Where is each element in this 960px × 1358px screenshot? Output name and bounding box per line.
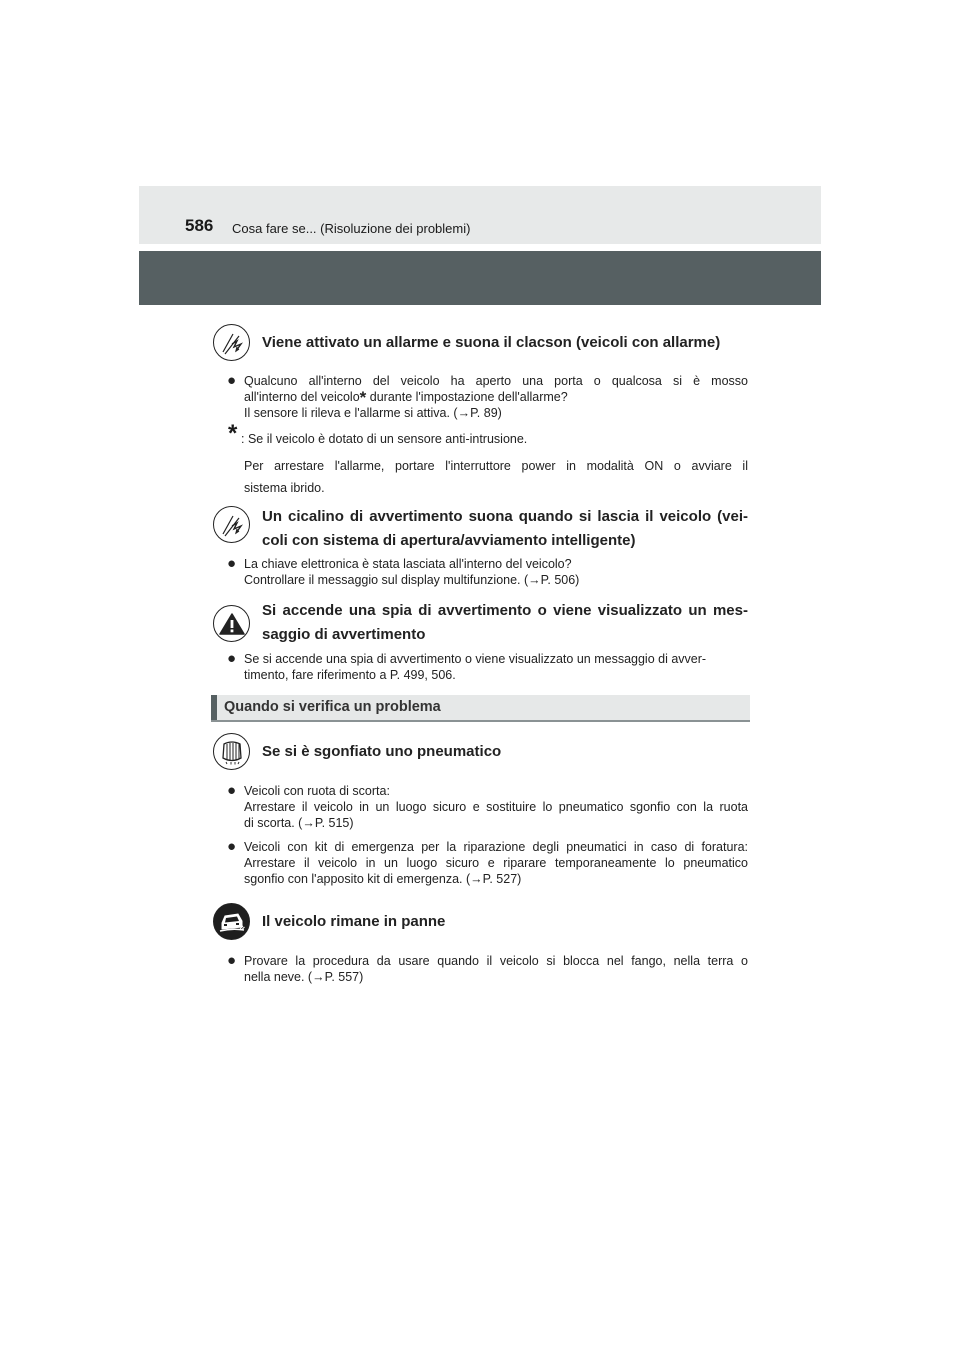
bullet-icon: ● xyxy=(227,952,237,969)
list-item: La chiave elettronica è stata lasciata all'interno del veicolo? Controllare il messaggio sul display multifunzione. (→P. 506) xyxy=(244,557,580,587)
lightning-icon xyxy=(213,506,250,543)
page-number: 586 xyxy=(185,216,214,235)
list-item: Se si accende una spia di avvertimento o viene visualizzato un messaggio di avver- timento, fare riferimento a P. 499, 506. xyxy=(244,652,707,682)
chapter-band xyxy=(139,251,821,305)
list-item: Veicoli con kit di emergenza per la riparazione degli pneumatici in caso di foratura: Arrestare il veicolo in un luogo sicuro e riparare temporaneamente lo pneumatico sgonfio con l'apposito kit di emergenza. (→P. 527) xyxy=(244,840,748,886)
problem-heading: Il veicolo rimane in panne xyxy=(262,913,446,930)
stuck-car-icon xyxy=(213,903,250,940)
section-title: Cosa fare se... (Risoluzione dei problemi) xyxy=(232,221,471,236)
lightning-icon xyxy=(213,324,250,361)
problem-heading: Se si è sgonfiato uno pneumatico xyxy=(262,743,502,760)
bullet-icon: ● xyxy=(227,555,237,572)
footnote-note: Per arrestare l'allarme, portare l'interruttore power in modalità ON o avviare il sistema ibrido. xyxy=(244,459,748,495)
banner-title: Quando si verifica un problema xyxy=(224,699,441,715)
bullet-icon: ● xyxy=(227,372,237,389)
list-item: Provare la procedura da usare quando il veicolo si blocca nel fango, nella terra o nella neve. (→P. 557) xyxy=(244,954,748,984)
list-item: Veicoli con ruota di scorta: Arrestare il veicolo in un luogo sicuro e sostituire lo pneumatico sgonfio con la ruota di scorta. (→P. 515) xyxy=(244,784,748,830)
banner-accent xyxy=(211,695,217,720)
bullet-icon: ● xyxy=(227,650,237,667)
bullet-icon: ● xyxy=(227,782,237,799)
flat-tire-icon xyxy=(213,733,250,770)
asterisk-marker: * xyxy=(359,388,367,407)
warning-triangle-icon xyxy=(213,605,250,642)
footnote-text: : Se il veicolo è dotato di un sensore anti-intrusione. xyxy=(241,432,528,446)
section-heading: Si accende una spia di avvertimento o viene visualizzato un mes- saggio di avvertimento xyxy=(262,602,748,643)
footnote-marker: * xyxy=(228,420,238,447)
section-heading: Un cicalino di avvertimento suona quando si lascia il veicolo (vei- coli con sistema di apertura/avviamento intelligente) xyxy=(262,508,748,549)
section-heading: Viene attivato un allarme e suona il clacson (veicoli con allarme) xyxy=(262,334,721,351)
section-banner xyxy=(211,695,750,722)
list-item: Qualcuno all'interno del veicolo ha aperto una porta o qualcosa si è mosso all'interno del veicolo* durante l'impostazione dell'allarme? Il sensore li rileva e l'allarme si attiva. (→P. 89) xyxy=(244,374,748,420)
bullet-icon: ● xyxy=(227,838,237,855)
